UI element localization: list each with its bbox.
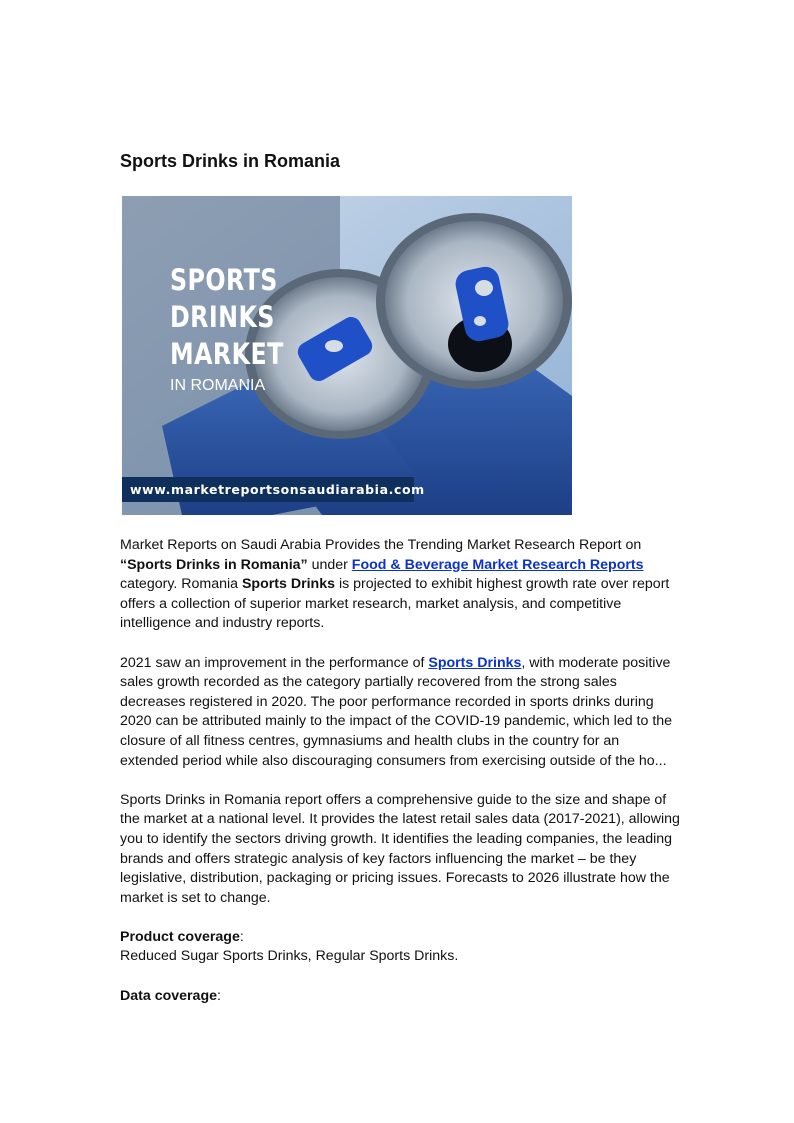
product-coverage-label: Product coverage bbox=[120, 928, 240, 945]
product-coverage-value: Reduced Sugar Sports Drinks, Regular Sports Drinks. bbox=[120, 948, 459, 965]
body-text bbox=[120, 536, 680, 1026]
data-coverage-label: Data coverage bbox=[120, 987, 217, 1004]
hero-line-1: SPORTS bbox=[170, 263, 278, 297]
page-title: Sports Drinks in Romania bbox=[120, 151, 341, 171]
data-coverage-section: Data coverage: bbox=[120, 987, 221, 1004]
intro-paragraph: Market Reports on Saudi Arabia Provides the Trending Market Research Report on “Sports Drinks in Romania” under Food & Beverage Market Research Reports category. Romania Sports Drinks is projected to exhibit highest growth rate over report offers a collection of superior market research, market analysis, and competitive intelligence and industry reports. bbox=[120, 537, 670, 632]
hero-headline bbox=[170, 262, 284, 373]
product-coverage-section: Product coverage: Reduced Sugar Sports Drinks, Regular Sports Drinks. bbox=[120, 928, 459, 965]
performance-paragraph: 2021 saw an improvement in the performance of Sports Drinks, with moderate positive sales growth recorded as the category partially recovered from the strong sales decreases registered in 2020. The poor performance recorded in sports drinks during 2020 can be attributed mainly to the impact of the COVID-19 pandemic, which led to the closure of all fitness centres, gymnasiums and health clubs in the country for an extended period while also discouraging consumers from exercising outside of the ho... bbox=[120, 654, 673, 769]
sports-drinks-link[interactable]: Sports Drinks bbox=[428, 654, 522, 671]
food-beverage-reports-link[interactable]: Food & Beverage Market Research Reports bbox=[351, 556, 644, 573]
hero-line-3: MARKET bbox=[170, 337, 284, 371]
hero-subtitle: IN ROMANIA bbox=[170, 377, 266, 394]
hero-line-2: DRINKS bbox=[170, 300, 275, 334]
hero-image bbox=[122, 196, 572, 515]
hero-url-banner: www.marketreportsonsaudiarabia.com bbox=[122, 477, 414, 502]
report-description-paragraph: Sports Drinks in Romania report offers a comprehensive guide to the size and shape of the market at a national level. It provides the latest retail sales data (2017-2021), allowing you to identify the sectors driving growth. It identifies the leading companies, the leading brands and offers strategic analysis of key factors influencing the market – be they legislative, distribution, packaging or pricing issues. Forecasts to 2026 illustrate how the market is set to change. bbox=[120, 791, 680, 906]
